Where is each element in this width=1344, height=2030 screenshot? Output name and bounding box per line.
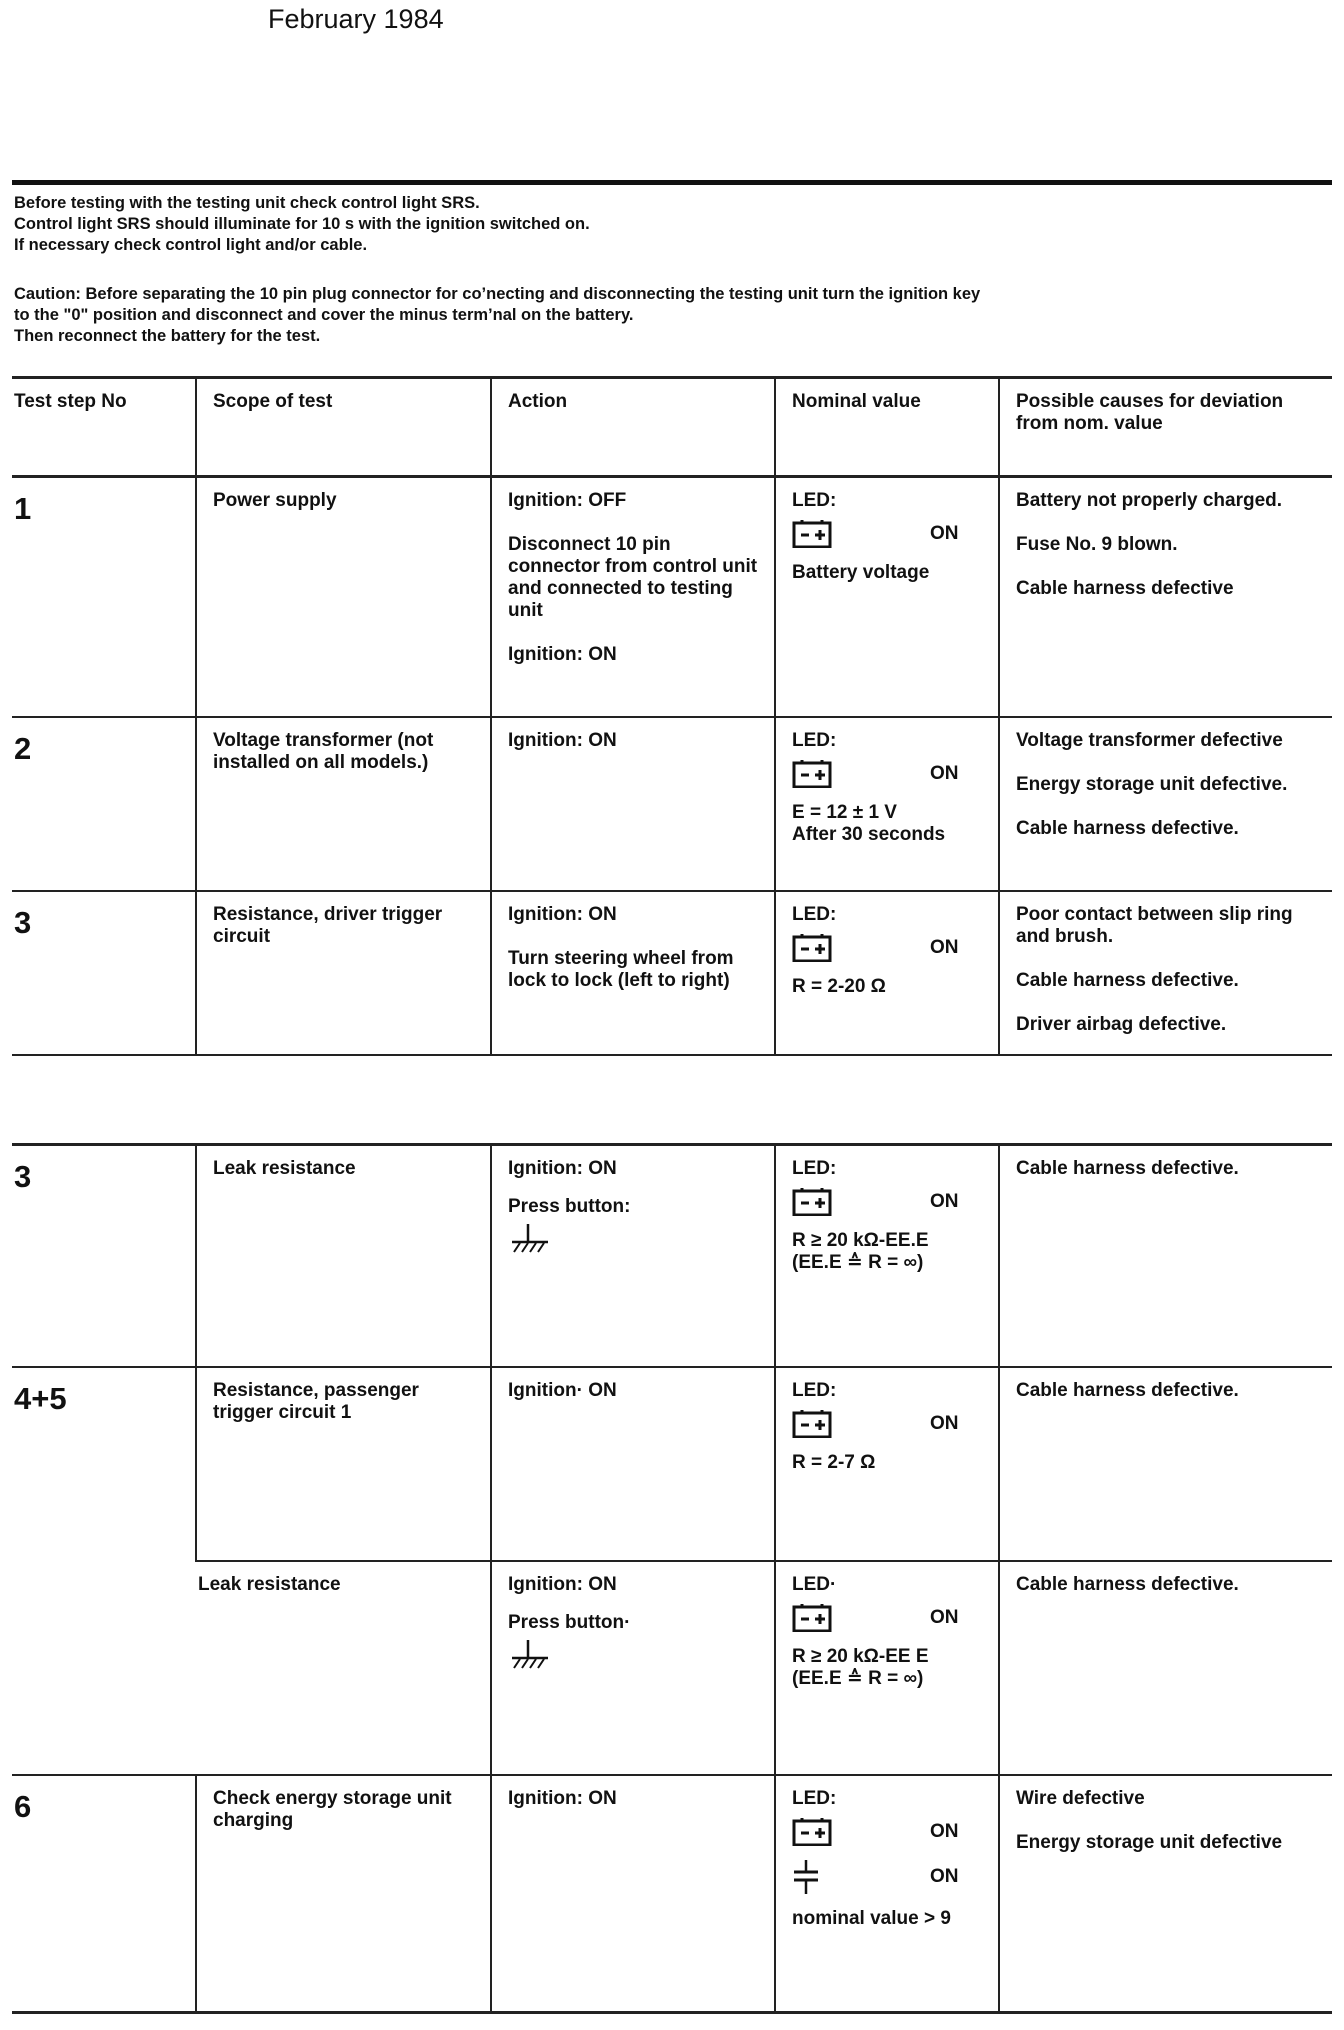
header-step: Test step No [14, 391, 127, 412]
led-state: ON [930, 523, 959, 544]
causes-cell: Battery not properly charged. Fuse No. 9 blown. Cable harness defective [999, 477, 1332, 717]
causes-cell: Poor contact between slip ring and brush. Cable harness defective. Driver airbag defective. [999, 891, 1332, 1055]
table-row [12, 717, 1332, 891]
scope-cell: Resistance, passenger trigger circuit 1 [196, 1367, 491, 1561]
caution-line: Caution: Before separating the 10 pin plug connector for co’necting and disconnecting the testing unit turn the ignition key [14, 285, 981, 303]
scope-cell: Voltage transformer (not installed on all models.) [196, 717, 491, 891]
scope-cell: Power supply [196, 477, 491, 717]
intro-line: Before testing with the testing unit check control light SRS. [14, 194, 480, 212]
caution-line: Then reconnect the battery for the test. [14, 327, 321, 345]
led-state: ON [930, 936, 959, 958]
battery-icon [792, 934, 832, 962]
intro-line: If necessary check control light and/or cable. [14, 236, 368, 254]
table-row [12, 891, 1332, 1055]
header-rule [12, 180, 1332, 185]
document-date: February 1984 [268, 4, 444, 34]
nominal-cell: LED: ON Battery voltage [775, 477, 999, 717]
led-label: LED· [792, 1573, 837, 1595]
capacitor-icon [792, 1860, 832, 1894]
header-scope: Scope of test [196, 378, 491, 477]
action-cell: Ignition: ON Press button: [491, 1145, 775, 1367]
action-cell: Ignition: OFF Disconnect 10 pin connector from control unit and connected to testing unit Ignition: ON [491, 477, 775, 717]
causes-cell: Cable harness defective. [999, 1145, 1332, 1367]
scope-cell: Resistance, driver trigger circuit [196, 891, 491, 1055]
intro-text [14, 193, 1334, 256]
nominal-cell: LED: ON ON nominal value > 9 [775, 1775, 999, 2013]
battery-icon [792, 1188, 832, 1216]
led-label: LED: [792, 490, 837, 511]
header-causes: Possible causes for deviation from nom. value [999, 378, 1332, 477]
table-row [12, 1367, 1332, 1561]
action-cell: Ignition: ON Press button· [491, 1561, 775, 1775]
causes-cell: Wire defective Energy storage unit defective [999, 1775, 1332, 2013]
test-table-top [12, 376, 1332, 1056]
header-nominal: Nominal value [775, 378, 999, 477]
led-state: ON [930, 1820, 959, 1842]
nominal-cell: LED: ON R ≥ 20 kΩ-EE.E (EE.E ≙ R = ∞) [775, 1145, 999, 1367]
header-action: Action [491, 378, 775, 477]
step-cell: 3 [14, 904, 32, 940]
table-row [12, 1145, 1332, 1367]
step-cell: 3 [14, 1159, 32, 1194]
scope-cell: Check energy storage unit charging [196, 1775, 491, 2013]
ground-symbol-icon [508, 1640, 552, 1672]
led-label: LED: [792, 903, 837, 925]
battery-icon [792, 1410, 832, 1438]
led-state: ON [930, 1606, 959, 1628]
battery-icon [792, 520, 832, 548]
test-table-bottom [12, 1143, 1332, 2014]
action-cell: Ignition: ON [491, 717, 775, 891]
battery-icon [792, 760, 832, 788]
action-cell: Ignition· ON [491, 1367, 775, 1561]
led-state: ON [930, 1412, 959, 1434]
step-cell: 6 [14, 1788, 32, 1824]
step-cell: 4+5 [12, 1367, 196, 1775]
caution-text [14, 284, 1334, 347]
causes-cell: Cable harness defective. [999, 1561, 1332, 1775]
led-label: LED: [792, 1379, 837, 1401]
battery-icon [792, 1818, 832, 1846]
led-state: ON [930, 1865, 959, 1887]
step-cell: 2 [14, 730, 32, 766]
nominal-cell: LED: ON R = 2-20 Ω [775, 891, 999, 1055]
causes-cell: Voltage transformer defective Energy storage unit defective. Cable harness defective. [999, 717, 1332, 891]
led-label: LED: [792, 729, 837, 751]
action-cell: Ignition: ON Turn steering wheel from lock to lock (left to right) [491, 891, 775, 1055]
nominal-cell: LED· ON R ≥ 20 kΩ-EE E (EE.E ≙ R = ∞) [775, 1561, 999, 1775]
ground-symbol-icon [508, 1224, 552, 1256]
causes-cell: Cable harness defective. [999, 1367, 1332, 1561]
action-cell: Ignition: ON [491, 1775, 775, 2013]
led-label: LED: [792, 1787, 837, 1809]
led-label: LED: [792, 1158, 837, 1179]
scope-cell: Leak resistance [198, 1573, 341, 1595]
table-row [12, 477, 1332, 717]
battery-icon [792, 1604, 832, 1632]
scope-cell: Leak resistance [196, 1145, 491, 1367]
caution-line: to the "0" position and disconnect and cover the minus term’nal on the battery. [14, 306, 634, 324]
led-state: ON [930, 1191, 959, 1212]
table-row [12, 1561, 1332, 1775]
nominal-cell: LED: ON E = 12 ± 1 V After 30 seconds [775, 717, 999, 891]
intro-line: Control light SRS should illuminate for 10 s with the ignition switched on. [14, 215, 590, 233]
step-cell: 1 [14, 491, 32, 526]
nominal-cell: LED: ON R = 2-7 Ω [775, 1367, 999, 1561]
led-state: ON [930, 762, 959, 784]
table-row [12, 1775, 1332, 2013]
table-header-row [12, 378, 1332, 477]
